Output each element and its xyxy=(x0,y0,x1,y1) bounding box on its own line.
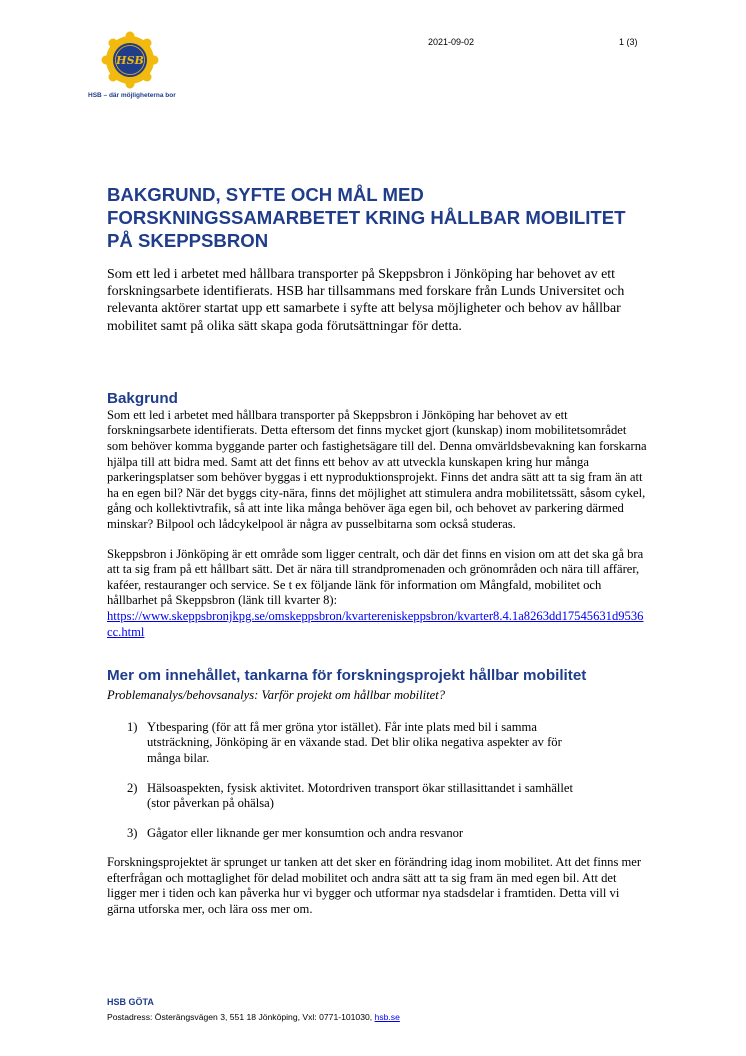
list-item-text: Hälsoaspekten, fysisk aktivitet. Motordriven transport ökar stillasittandet i samhället (stor påverkan på ohälsa) xyxy=(147,780,573,811)
list-item xyxy=(107,781,647,812)
list-item-number: 1) xyxy=(127,719,138,734)
list-item-text: Ytbesparing (för att få mer gröna ytor istället). Får inte plats med bil i samma utsträckning, Jönköping är en växande stad. Det blir olika negativa aspekter av för många bilar. xyxy=(147,719,562,765)
heading-bakgrund: Bakgrund xyxy=(107,389,178,407)
final-paragraph: Forskningsprojektet är sprunget ur tanken att det sker en förändring idag inom mobilitet. Att det finns mer efterfrågan och mottaglighet för delad mobilitet och andra sätt att ta sig fram än med egen bil. Att det ligger mer i tiden och kan påverka hur vi bygger och utformar nya stadsdelar i framtiden. Detta vill vi gärna utforska mer, och lära oss mer om. xyxy=(107,855,642,917)
footer xyxy=(107,997,400,1022)
bakgrund-paragraph-1: Som ett led i arbetet med hållbara transporter på Skeppsbron i Jönköping har behovet av ett forskningsarbete identifierats. Detta eftersom det finns mycket gjort (kunskap) inom mobilitetsområdet som behöver komma byggande parter och fastighetsägare till del. Denna omvärldsbevakning kan forskarna hjälpa till att bidra med. Samt att det finns ett behov av att utveckla kunskapen kring hur många parkeringsplatser som behöver byggas i ett nyproduktionsprojekt. Finns det andra sätt att ta sig fram än att ha en egen bil? När det byggs city-nära, finns det möjlighet att stimulera andra mobilitetssätt, såsom cykel, gång och kollektivtrafik, så att inte lika många behöver äga egen bil, och behovet av parkering därmed minskar? Bilpool och lådcykelpool är några av pusselbitarna som också studeras. xyxy=(107,407,647,531)
reasons-list xyxy=(107,720,647,842)
footer-address xyxy=(107,1012,400,1022)
footer-site-link[interactable]: hsb.se xyxy=(374,1012,400,1022)
document-body xyxy=(107,183,647,918)
bakgrund-paragraph-2 xyxy=(107,547,647,641)
document-date: 2021-09-02 xyxy=(428,37,475,47)
document-title: BAKGRUND, SYFTE OCH MÅL MED FORSKNINGSSAMARBETET KRING HÅLLBAR MOBILITET PÅ SKEPPSBRON xyxy=(107,184,626,251)
tagline: HSB – där möjligheterna bor xyxy=(88,92,176,99)
footer-address-text: Postadress: Österängsvägen 3, 551 18 Jönköping, Vxl: 0771-101030, xyxy=(107,1012,375,1022)
list-item xyxy=(107,720,647,767)
subheading-problemanalys: Problemanalys/behovsanalys: Varför projekt om hållbar mobilitet? xyxy=(107,688,446,703)
kvarter-8-link[interactable]: https://www.skeppsbronjkpg.se/omskeppsbron/kvartereniskeppsbron/kvarter8.4.1a8263dd17545631d9536cc.html xyxy=(107,608,644,639)
list-item-number: 3) xyxy=(127,825,138,840)
bakgrund-paragraph-2-text: Skeppsbron i Jönköping är ett område som ligger centralt, och där det finns en vision om att det ska gå bra att ta sig fram på ett hållbart sätt. Det är nära till strandpromenaden och grönområden och nära till affärer, kaféer, restauranger och service. Se t ex följande länk för information om Mångfald, mobilitet och hållbarhet på Skeppsbron (länk till kvarter 8): xyxy=(107,546,644,608)
page-number: 1 (3) xyxy=(619,37,638,47)
list-item-number: 2) xyxy=(127,780,138,795)
footer-org: HSB GÖTA xyxy=(107,997,154,1007)
logo-text: HSB xyxy=(116,54,144,67)
list-item xyxy=(107,826,647,842)
lead-paragraph: Som ett led i arbetet med hållbara transporter på Skeppsbron i Jönköping har behovet av ett forskningsarbete identifierats. HSB har tillsammans med forskare från Lunds Universitet och relevanta aktörer startat upp ett samarbete i syfte att belysa möjligheter och behov av hållbar mobilitet samt på olika sätt skapa goda förutsättningar för detta. xyxy=(107,267,625,334)
hsb-logo xyxy=(100,30,160,90)
heading-more: Mer om innehållet, tankarna för forskningsprojekt hållbar mobilitet xyxy=(107,667,587,685)
list-item-text: Gågator eller liknande ger mer konsumtion och andra resvanor xyxy=(147,825,464,840)
